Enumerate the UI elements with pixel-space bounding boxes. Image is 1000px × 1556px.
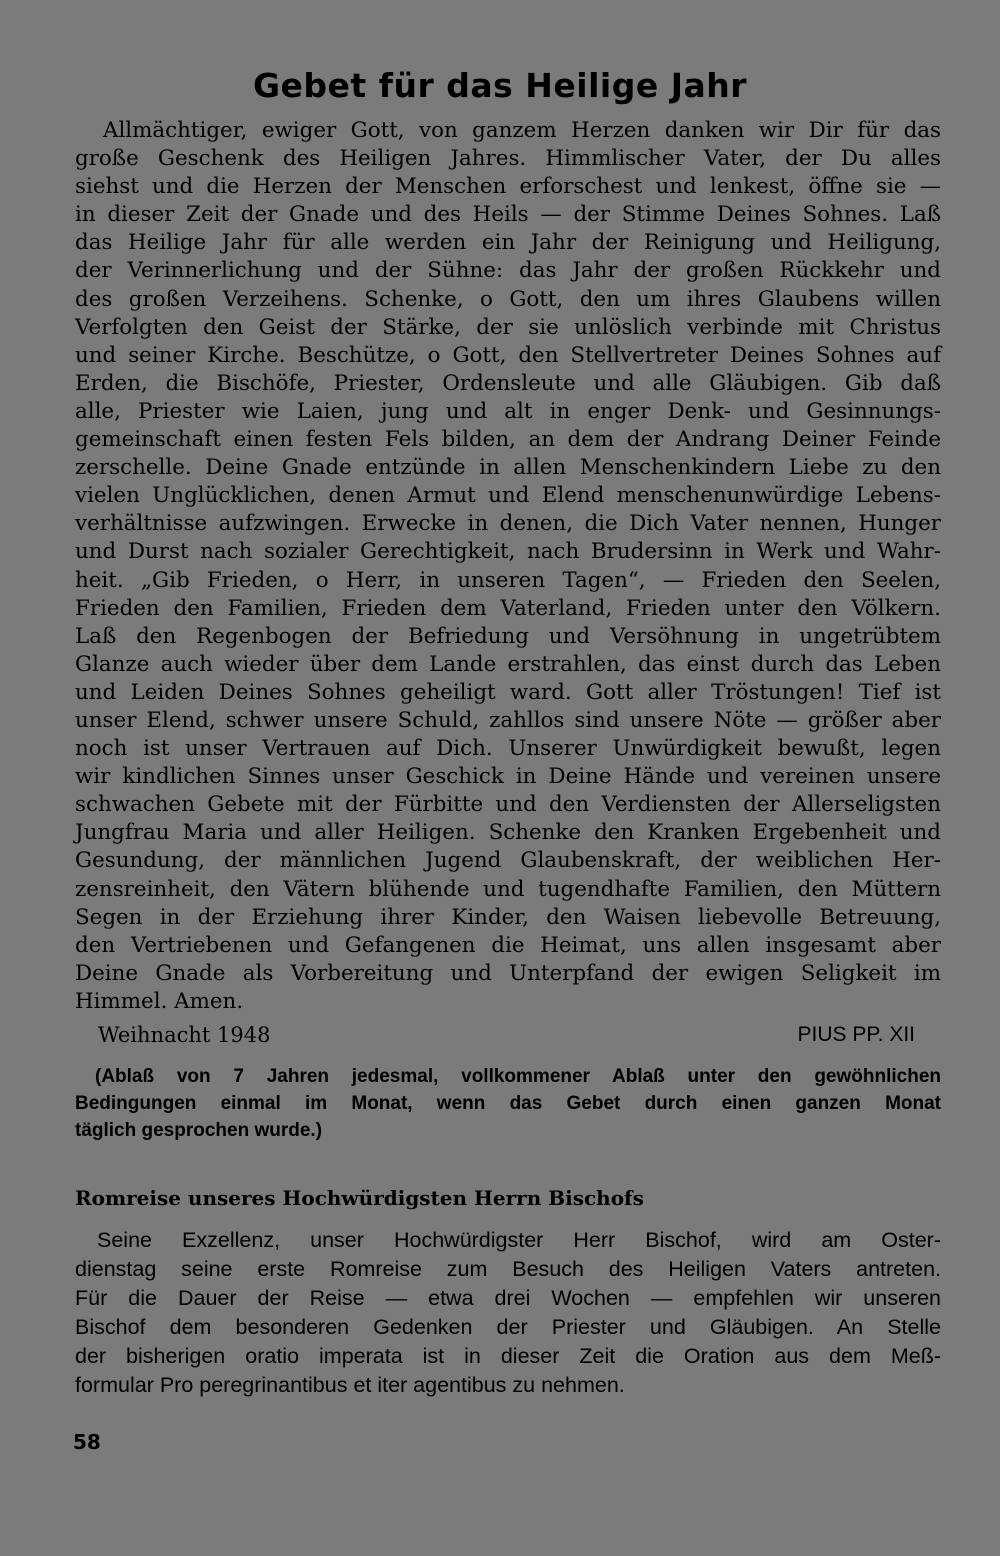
prayer-line: heit. „Gib Frieden, o Herr, in unseren Tagen“, — Frieden den Seelen, bbox=[75, 567, 941, 593]
section-line: Seine Exzellenz, unser Hochwürdigster Herr Bischof, wird am Oster- bbox=[97, 1228, 941, 1252]
section-body bbox=[75, 1226, 941, 1400]
prayer-line: zerschelle. Deine Gnade entzünde in allen Menschenkindern Liebe zu den bbox=[75, 455, 941, 481]
prayer-line: und seiner Kirche. Beschütze, o Gott, den Stellvertreter Deines Sohnes auf bbox=[75, 342, 941, 368]
prayer-line: verhältnisse aufzwingen. Erwecke in denen, die Dich Vater nennen, Hunger bbox=[75, 511, 941, 537]
prayer-line: in dieser Zeit der Gnade und des Heils — der Stimme Deines Sohnes. Laß bbox=[75, 202, 941, 228]
prayer-line: schwachen Gebete mit der Fürbitte und den Verdiensten der Allerseligsten bbox=[75, 792, 941, 818]
prayer-line: Allmächtiger, ewiger Gott, von ganzem Herzen danken wir Dir für das bbox=[103, 118, 941, 143]
note-line: (Ablaß von 7 Jahren jedesmal, vollkommener Ablaß unter den gewöhnlichen bbox=[95, 1066, 941, 1087]
prayer-line: und Leiden Deines Sohnes geheiligt ward. Gott aller Tröstungen! Tief ist bbox=[75, 679, 941, 705]
prayer-line: unser Elend, schwer unsere Schuld, zahllos sind unsere Nöte — größer aber bbox=[75, 707, 941, 733]
prayer-line: Segen in der Erziehung ihrer Kinder, den Waisen liebevolle Betreuung, bbox=[75, 904, 941, 930]
note-line: Bedingungen einmal im Monat, wenn das Gebet durch einen ganzen Monat bbox=[75, 1093, 941, 1114]
prayer-line: Himmel. Amen. bbox=[75, 988, 244, 1014]
prayer-line: Erden, die Bischöfe, Priester, Ordensleute und alle Gläubigen. Gib daß bbox=[75, 370, 941, 396]
section-heading: Romreise unseres Hochwürdigsten Herrn Bischofs bbox=[75, 1186, 644, 1210]
prayer-line: große Geschenk des Heiligen Jahres. Himmlischer Vater, der Du alles bbox=[75, 146, 941, 172]
signature-author: PIUS PP. XII bbox=[797, 1023, 915, 1046]
prayer-line: Verfolgten den Geist der Stärke, der sie unlöslich verbinde mit Christus bbox=[75, 314, 941, 340]
prayer-line: vielen Unglücklichen, denen Armut und Elend menschenunwürdige Lebens- bbox=[75, 483, 941, 509]
prayer-line: der Verinnerlichung und der Sühne: das Jahr der großen Rückkehr und bbox=[75, 258, 941, 284]
page-number: 58 bbox=[73, 1430, 101, 1454]
prayer-line: Gesundung, der männlichen Jugend Glaubenskraft, der weiblichen Her- bbox=[75, 848, 941, 874]
prayer-text bbox=[75, 117, 941, 1016]
prayer-line: Laß den Regenbogen der Befriedung und Versöhnung in ungetrübtem bbox=[75, 623, 941, 649]
page-title: Gebet für das Heilige Jahr bbox=[252, 66, 748, 105]
prayer-line: und Durst nach sozialer Gerechtigkeit, nach Brudersinn in Werk und Wahr- bbox=[75, 539, 941, 565]
section-line: Für die Dauer der Reise — etwa drei Wochen — empfehlen wir unseren bbox=[75, 1286, 941, 1310]
prayer-line: siehst und die Herzen der Menschen erforschest und lenkest, öffne sie — bbox=[75, 174, 941, 200]
prayer-line: zensreinheit, den Vätern blühende und tugendhafte Familien, den Müttern bbox=[75, 876, 941, 902]
prayer-line: gemeinschaft einen festen Fels bilden, an dem der Andrang Deiner Feinde bbox=[75, 427, 941, 453]
prayer-line: des großen Verzeihens. Schenke, o Gott, den um ihres Glaubens willen bbox=[75, 286, 941, 312]
prayer-line: das Heilige Jahr für alle werden ein Jahr der Reinigung und Heiligung, bbox=[75, 230, 941, 256]
section-line: formular Pro peregrinantibus et iter agentibus zu nehmen. bbox=[75, 1373, 625, 1397]
prayer-line: noch ist unser Vertrauen auf Dich. Unserer Unwürdigkeit bewußt, legen bbox=[75, 736, 941, 762]
indulgence-note bbox=[75, 1063, 941, 1144]
section-line: der bisherigen oratio imperata ist in dieser Zeit die Oration aus dem Meß- bbox=[75, 1344, 941, 1368]
prayer-line: Jungfrau Maria und aller Heiligen. Schenke den Kranken Ergebenheit und bbox=[75, 820, 941, 846]
note-line: täglich gesprochen wurde.) bbox=[75, 1120, 323, 1141]
prayer-line: alle, Priester wie Laien, jung und alt in enger Denk- und Gesinnungs- bbox=[75, 398, 941, 424]
section-line: dienstag seine erste Romreise zum Besuch des Heiligen Vaters antreten. bbox=[75, 1257, 941, 1281]
prayer-line: den Vertriebenen und Gefangenen die Heimat, uns allen insgesamt aber bbox=[75, 932, 941, 958]
signature-date: Weihnacht 1948 bbox=[98, 1023, 271, 1047]
prayer-line: Deine Gnade als Vorbereitung und Unterpfand der ewigen Seligkeit im bbox=[75, 960, 941, 986]
prayer-line: Glanze auch wieder über dem Lande erstrahlen, das einst durch das Leben bbox=[75, 651, 941, 677]
prayer-line: wir kindlichen Sinnes unser Geschick in Deine Hände und vereinen unsere bbox=[75, 764, 941, 790]
prayer-line: Frieden den Familien, Frieden dem Vaterland, Frieden unter den Völkern. bbox=[75, 595, 941, 621]
section-line: Bischof dem besonderen Gedenken der Priester und Gläubigen. An Stelle bbox=[75, 1315, 941, 1339]
